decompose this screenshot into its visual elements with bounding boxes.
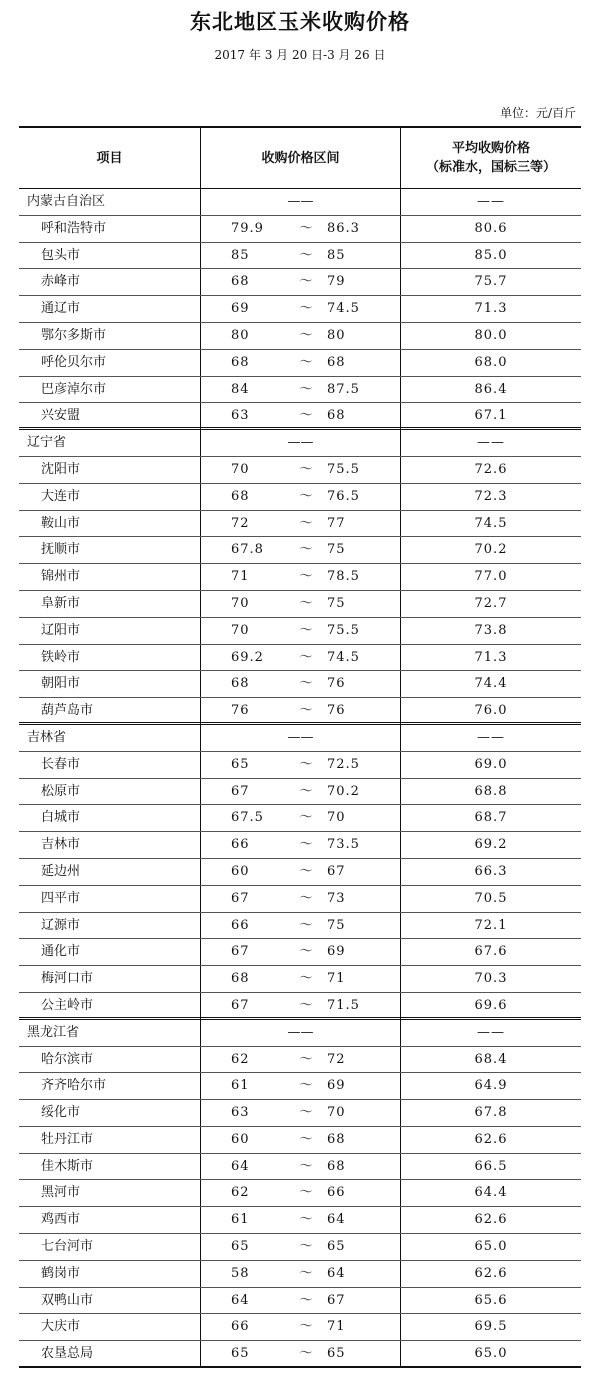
price-high: 76	[327, 676, 346, 692]
table-row	[19, 618, 581, 645]
price-high: 76.5	[327, 488, 360, 504]
price-low: 79.9	[231, 220, 264, 236]
city-name: 长春市	[41, 756, 81, 772]
province-row	[19, 430, 581, 457]
price-avg: 68.4	[474, 1051, 508, 1067]
price-avg: 64.9	[474, 1078, 508, 1094]
range-separator: ～	[299, 542, 313, 558]
price-avg: 74.4	[474, 676, 508, 692]
range-separator: ～	[299, 515, 313, 531]
price-avg: 71.3	[474, 649, 508, 665]
price-avg: 64.4	[474, 1185, 508, 1201]
city-name: 阜新市	[41, 595, 81, 611]
table-row	[19, 269, 581, 296]
province-name: 辽宁省	[27, 435, 67, 451]
table-row	[19, 564, 581, 591]
city-name: 牡丹江市	[41, 1131, 94, 1147]
price-low: 69.2	[231, 649, 264, 665]
price-high: 75.5	[327, 622, 360, 638]
price-high: 75	[327, 917, 346, 933]
table-row	[19, 832, 581, 859]
range-separator: ～	[299, 595, 313, 611]
range-separator: ～	[299, 327, 313, 343]
table-row	[19, 296, 581, 323]
city-name: 公主岭市	[41, 997, 94, 1013]
range-separator: ～	[299, 1105, 313, 1121]
city-name: 绥化市	[41, 1105, 81, 1121]
range-separator: ～	[299, 676, 313, 692]
price-table	[19, 126, 581, 1368]
price-high: 65	[327, 1346, 346, 1362]
city-name: 辽阳市	[41, 622, 81, 638]
range-separator: ～	[299, 917, 313, 933]
province-row	[19, 189, 581, 216]
range-separator: ～	[299, 408, 313, 424]
table-row	[19, 537, 581, 564]
date-range: 2017 年 3 月 20 日-3 月 26 日	[214, 48, 386, 62]
price-high: 72.5	[327, 756, 360, 772]
price-low: 65	[231, 1346, 250, 1362]
range-separator: ～	[299, 354, 313, 370]
price-low: 66	[231, 1319, 250, 1335]
price-low: 67	[231, 997, 250, 1013]
price-low: 67.5	[231, 810, 264, 826]
range-separator: ～	[299, 810, 313, 826]
range-separator: ～	[299, 1051, 313, 1067]
city-name: 呼伦贝尔市	[41, 354, 107, 370]
city-name: 铁岭市	[41, 649, 81, 665]
price-low: 65	[231, 1239, 250, 1255]
price-low: 68	[231, 354, 250, 370]
price-low: 62	[231, 1051, 250, 1067]
province-row	[19, 725, 581, 752]
price-avg: 62.6	[474, 1131, 508, 1147]
price-low: 62	[231, 1185, 250, 1201]
price-high: 86.3	[327, 220, 360, 236]
range-separator: ～	[299, 890, 313, 906]
range-dash: ——	[287, 435, 314, 451]
price-low: 64	[231, 1158, 250, 1174]
table-row	[19, 886, 581, 913]
price-avg: 62.6	[474, 1212, 508, 1228]
city-name: 赤峰市	[41, 274, 81, 290]
table-row	[19, 1100, 581, 1127]
table-row	[19, 698, 581, 725]
table-row	[19, 216, 581, 243]
price-avg: 80.6	[474, 220, 508, 236]
range-separator: ～	[299, 1212, 313, 1228]
city-name: 佳木斯市	[41, 1158, 94, 1174]
table-row	[19, 243, 581, 270]
range-separator: ～	[299, 997, 313, 1013]
price-low: 80	[231, 327, 250, 343]
table-row	[19, 403, 581, 430]
price-high: 68	[327, 1158, 346, 1174]
range-separator: ～	[299, 837, 313, 853]
price-avg: 86.4	[474, 381, 508, 397]
price-low: 68	[231, 488, 250, 504]
table-row	[19, 671, 581, 698]
table-row	[19, 350, 581, 377]
range-separator: ～	[299, 1131, 313, 1147]
price-low: 67.8	[231, 542, 264, 558]
avg-dash: ——	[477, 729, 505, 745]
price-avg: 75.7	[474, 274, 508, 290]
table-body	[19, 189, 581, 1368]
price-high: 66	[327, 1185, 346, 1201]
price-low: 58	[231, 1265, 250, 1281]
price-avg: 74.5	[474, 515, 508, 531]
header-item: 项目	[96, 150, 123, 166]
price-avg: 65.0	[474, 1239, 508, 1255]
table-row	[19, 1127, 581, 1154]
range-separator: ～	[299, 461, 313, 477]
city-name: 双鸭山市	[41, 1292, 94, 1308]
price-high: 73	[327, 890, 346, 906]
table-row	[19, 1073, 581, 1100]
table-row	[19, 591, 581, 618]
range-separator: ～	[299, 756, 313, 772]
avg-dash: ——	[477, 1024, 505, 1040]
price-avg: 69.2	[474, 837, 508, 853]
price-high: 78.5	[327, 569, 360, 585]
price-low: 60	[231, 1131, 250, 1147]
city-name: 吉林市	[41, 837, 81, 853]
table-row	[19, 1288, 581, 1315]
price-low: 61	[231, 1212, 250, 1228]
price-high: 75	[327, 595, 346, 611]
range-separator: ～	[299, 1239, 313, 1255]
price-high: 75.5	[327, 461, 360, 477]
province-row	[19, 1020, 581, 1047]
city-name: 四平市	[41, 890, 81, 906]
price-high: 70	[327, 1105, 346, 1121]
price-high: 72	[327, 1051, 346, 1067]
range-separator: ～	[299, 274, 313, 290]
price-avg: 62.6	[474, 1265, 508, 1281]
price-avg: 72.6	[474, 461, 508, 477]
price-low: 61	[231, 1078, 250, 1094]
city-name: 巴彦淖尔市	[41, 381, 107, 397]
price-avg: 73.8	[474, 622, 508, 638]
header-avg	[401, 128, 581, 188]
price-avg: 67.6	[474, 944, 508, 960]
city-name: 鄂尔多斯市	[41, 327, 107, 343]
price-avg: 70.3	[474, 971, 508, 987]
range-separator: ～	[299, 1158, 313, 1174]
price-low: 63	[231, 408, 250, 424]
price-low: 63	[231, 1105, 250, 1121]
price-low: 85	[231, 247, 250, 263]
price-high: 87.5	[327, 381, 360, 397]
table-row	[19, 966, 581, 993]
price-avg: 72.3	[474, 488, 508, 504]
price-avg: 69.5	[474, 1319, 508, 1335]
header-avg-line2: （标准水，国标三等）	[425, 160, 556, 175]
price-avg: 71.3	[474, 301, 508, 317]
range-separator: ～	[299, 247, 313, 263]
price-low: 70	[231, 461, 250, 477]
price-avg: 77.0	[474, 569, 508, 585]
range-separator: ～	[299, 622, 313, 638]
table-row	[19, 779, 581, 806]
city-name: 葫芦岛市	[41, 703, 94, 719]
table-row	[19, 1261, 581, 1288]
avg-dash: ——	[477, 435, 505, 451]
table-header	[19, 126, 581, 189]
city-name: 辽源市	[41, 917, 81, 933]
price-high: 64	[327, 1212, 346, 1228]
price-low: 72	[231, 515, 250, 531]
price-low: 68	[231, 274, 250, 290]
table-row	[19, 323, 581, 350]
range-separator: ～	[299, 703, 313, 719]
city-name: 白城市	[41, 810, 81, 826]
price-low: 68	[231, 676, 250, 692]
price-high: 74.5	[327, 649, 360, 665]
price-low: 67	[231, 890, 250, 906]
price-high: 73.5	[327, 837, 360, 853]
price-avg: 76.0	[474, 703, 508, 719]
price-low: 69	[231, 301, 250, 317]
table-row	[19, 939, 581, 966]
table-row	[19, 377, 581, 404]
range-separator: ～	[299, 783, 313, 799]
price-low: 60	[231, 863, 250, 879]
price-low: 67	[231, 783, 250, 799]
city-name: 鞍山市	[41, 515, 81, 531]
price-high: 74.5	[327, 301, 360, 317]
city-name: 鹤岗市	[41, 1265, 81, 1281]
table-row	[19, 1314, 581, 1341]
price-high: 68	[327, 1131, 346, 1147]
city-name: 梅河口市	[41, 971, 94, 987]
range-separator: ～	[299, 863, 313, 879]
province-name: 吉林省	[27, 729, 67, 745]
city-name: 哈尔滨市	[41, 1051, 94, 1067]
range-separator: ～	[299, 381, 313, 397]
range-separator: ～	[299, 1346, 313, 1362]
city-name: 朝阳市	[41, 676, 81, 692]
price-low: 66	[231, 917, 250, 933]
price-high: 85	[327, 247, 346, 263]
price-high: 71	[327, 1319, 346, 1335]
range-separator: ～	[299, 1078, 313, 1094]
city-name: 通化市	[41, 944, 81, 960]
price-avg: 65.0	[474, 1346, 508, 1362]
price-avg: 68.8	[474, 783, 508, 799]
price-avg: 65.6	[474, 1292, 508, 1308]
header-range: 收购价格区间	[261, 150, 340, 166]
price-high: 68	[327, 354, 346, 370]
unit-label: 单位：元/百斤	[499, 106, 576, 120]
price-high: 69	[327, 1078, 346, 1094]
range-separator: ～	[299, 1319, 313, 1335]
table-row	[19, 859, 581, 886]
column-divider	[200, 128, 201, 188]
city-name: 黑河市	[41, 1185, 81, 1201]
price-high: 70	[327, 810, 346, 826]
city-name: 齐齐哈尔市	[41, 1078, 107, 1094]
city-name: 松原市	[41, 783, 81, 799]
price-low: 84	[231, 381, 250, 397]
table-row	[19, 752, 581, 779]
price-low: 64	[231, 1292, 250, 1308]
range-separator: ～	[299, 301, 313, 317]
city-name: 沈阳市	[41, 461, 81, 477]
price-avg: 67.1	[474, 408, 508, 424]
price-high: 77	[327, 515, 346, 531]
table-row	[19, 1154, 581, 1181]
city-name: 呼和浩特市	[41, 220, 107, 236]
province-name: 内蒙古自治区	[27, 194, 106, 209]
price-high: 65	[327, 1239, 346, 1255]
range-separator: ～	[299, 971, 313, 987]
range-separator: ～	[299, 569, 313, 585]
price-avg: 85.0	[474, 247, 508, 263]
column-divider	[400, 128, 401, 188]
price-avg: 67.8	[474, 1105, 508, 1121]
price-high: 79	[327, 274, 346, 290]
range-dash: ——	[287, 194, 314, 209]
price-high: 75	[327, 542, 346, 558]
table-row	[19, 805, 581, 832]
price-low: 67	[231, 944, 250, 960]
price-low: 68	[231, 971, 250, 987]
range-separator: ～	[299, 488, 313, 504]
table-row	[19, 1047, 581, 1074]
header-avg-line1: 平均收购价格	[451, 141, 530, 156]
page-title: 东北地区玉米收购价格	[190, 10, 410, 34]
city-name: 锦州市	[41, 569, 81, 585]
range-dash: ——	[287, 729, 314, 745]
price-avg: 70.2	[474, 542, 508, 558]
price-high: 67	[327, 1292, 346, 1308]
city-name: 农垦总局	[41, 1346, 94, 1362]
city-name: 鸡西市	[41, 1212, 81, 1228]
price-avg: 80.0	[474, 327, 508, 343]
range-separator: ～	[299, 944, 313, 960]
table-row	[19, 993, 581, 1020]
city-name: 通辽市	[41, 301, 81, 317]
price-high: 67	[327, 863, 346, 879]
table-row	[19, 1207, 581, 1234]
city-name: 大庆市	[41, 1319, 81, 1335]
avg-dash: ——	[477, 194, 505, 209]
price-avg: 69.6	[474, 997, 508, 1013]
table-row	[19, 457, 581, 484]
price-high: 76	[327, 703, 346, 719]
price-avg: 66.5	[474, 1158, 508, 1174]
price-high: 70.2	[327, 783, 360, 799]
price-avg: 70.5	[474, 890, 508, 906]
table-row	[19, 1180, 581, 1207]
price-high: 68	[327, 408, 346, 424]
city-name: 大连市	[41, 488, 81, 504]
price-high: 69	[327, 944, 346, 960]
price-avg: 68.7	[474, 810, 508, 826]
range-separator: ～	[299, 1265, 313, 1281]
price-low: 70	[231, 595, 250, 611]
price-low: 66	[231, 837, 250, 853]
city-name: 延边州	[41, 863, 81, 879]
table-row	[19, 1341, 581, 1368]
price-low: 76	[231, 703, 250, 719]
province-name: 黑龙江省	[27, 1024, 80, 1040]
price-high: 71.5	[327, 997, 360, 1013]
city-name: 七台河市	[41, 1239, 94, 1255]
city-name: 抚顺市	[41, 542, 81, 558]
price-high: 80	[327, 327, 346, 343]
table-row	[19, 484, 581, 511]
price-avg: 66.3	[474, 863, 508, 879]
price-high: 71	[327, 971, 346, 987]
range-separator: ～	[299, 649, 313, 665]
range-separator: ～	[299, 1292, 313, 1308]
price-low: 71	[231, 569, 250, 585]
price-low: 70	[231, 622, 250, 638]
price-low: 65	[231, 756, 250, 772]
range-dash: ——	[287, 1024, 314, 1040]
price-avg: 69.0	[474, 756, 508, 772]
table-row	[19, 913, 581, 940]
price-avg: 72.7	[474, 595, 508, 611]
city-name: 包头市	[41, 247, 81, 263]
price-avg: 68.0	[474, 354, 508, 370]
range-separator: ～	[299, 1185, 313, 1201]
city-name: 兴安盟	[41, 408, 81, 424]
table-row	[19, 511, 581, 538]
range-separator: ～	[299, 220, 313, 236]
table-row	[19, 645, 581, 672]
price-avg: 72.1	[474, 917, 508, 933]
price-high: 64	[327, 1265, 346, 1281]
table-row	[19, 1234, 581, 1261]
